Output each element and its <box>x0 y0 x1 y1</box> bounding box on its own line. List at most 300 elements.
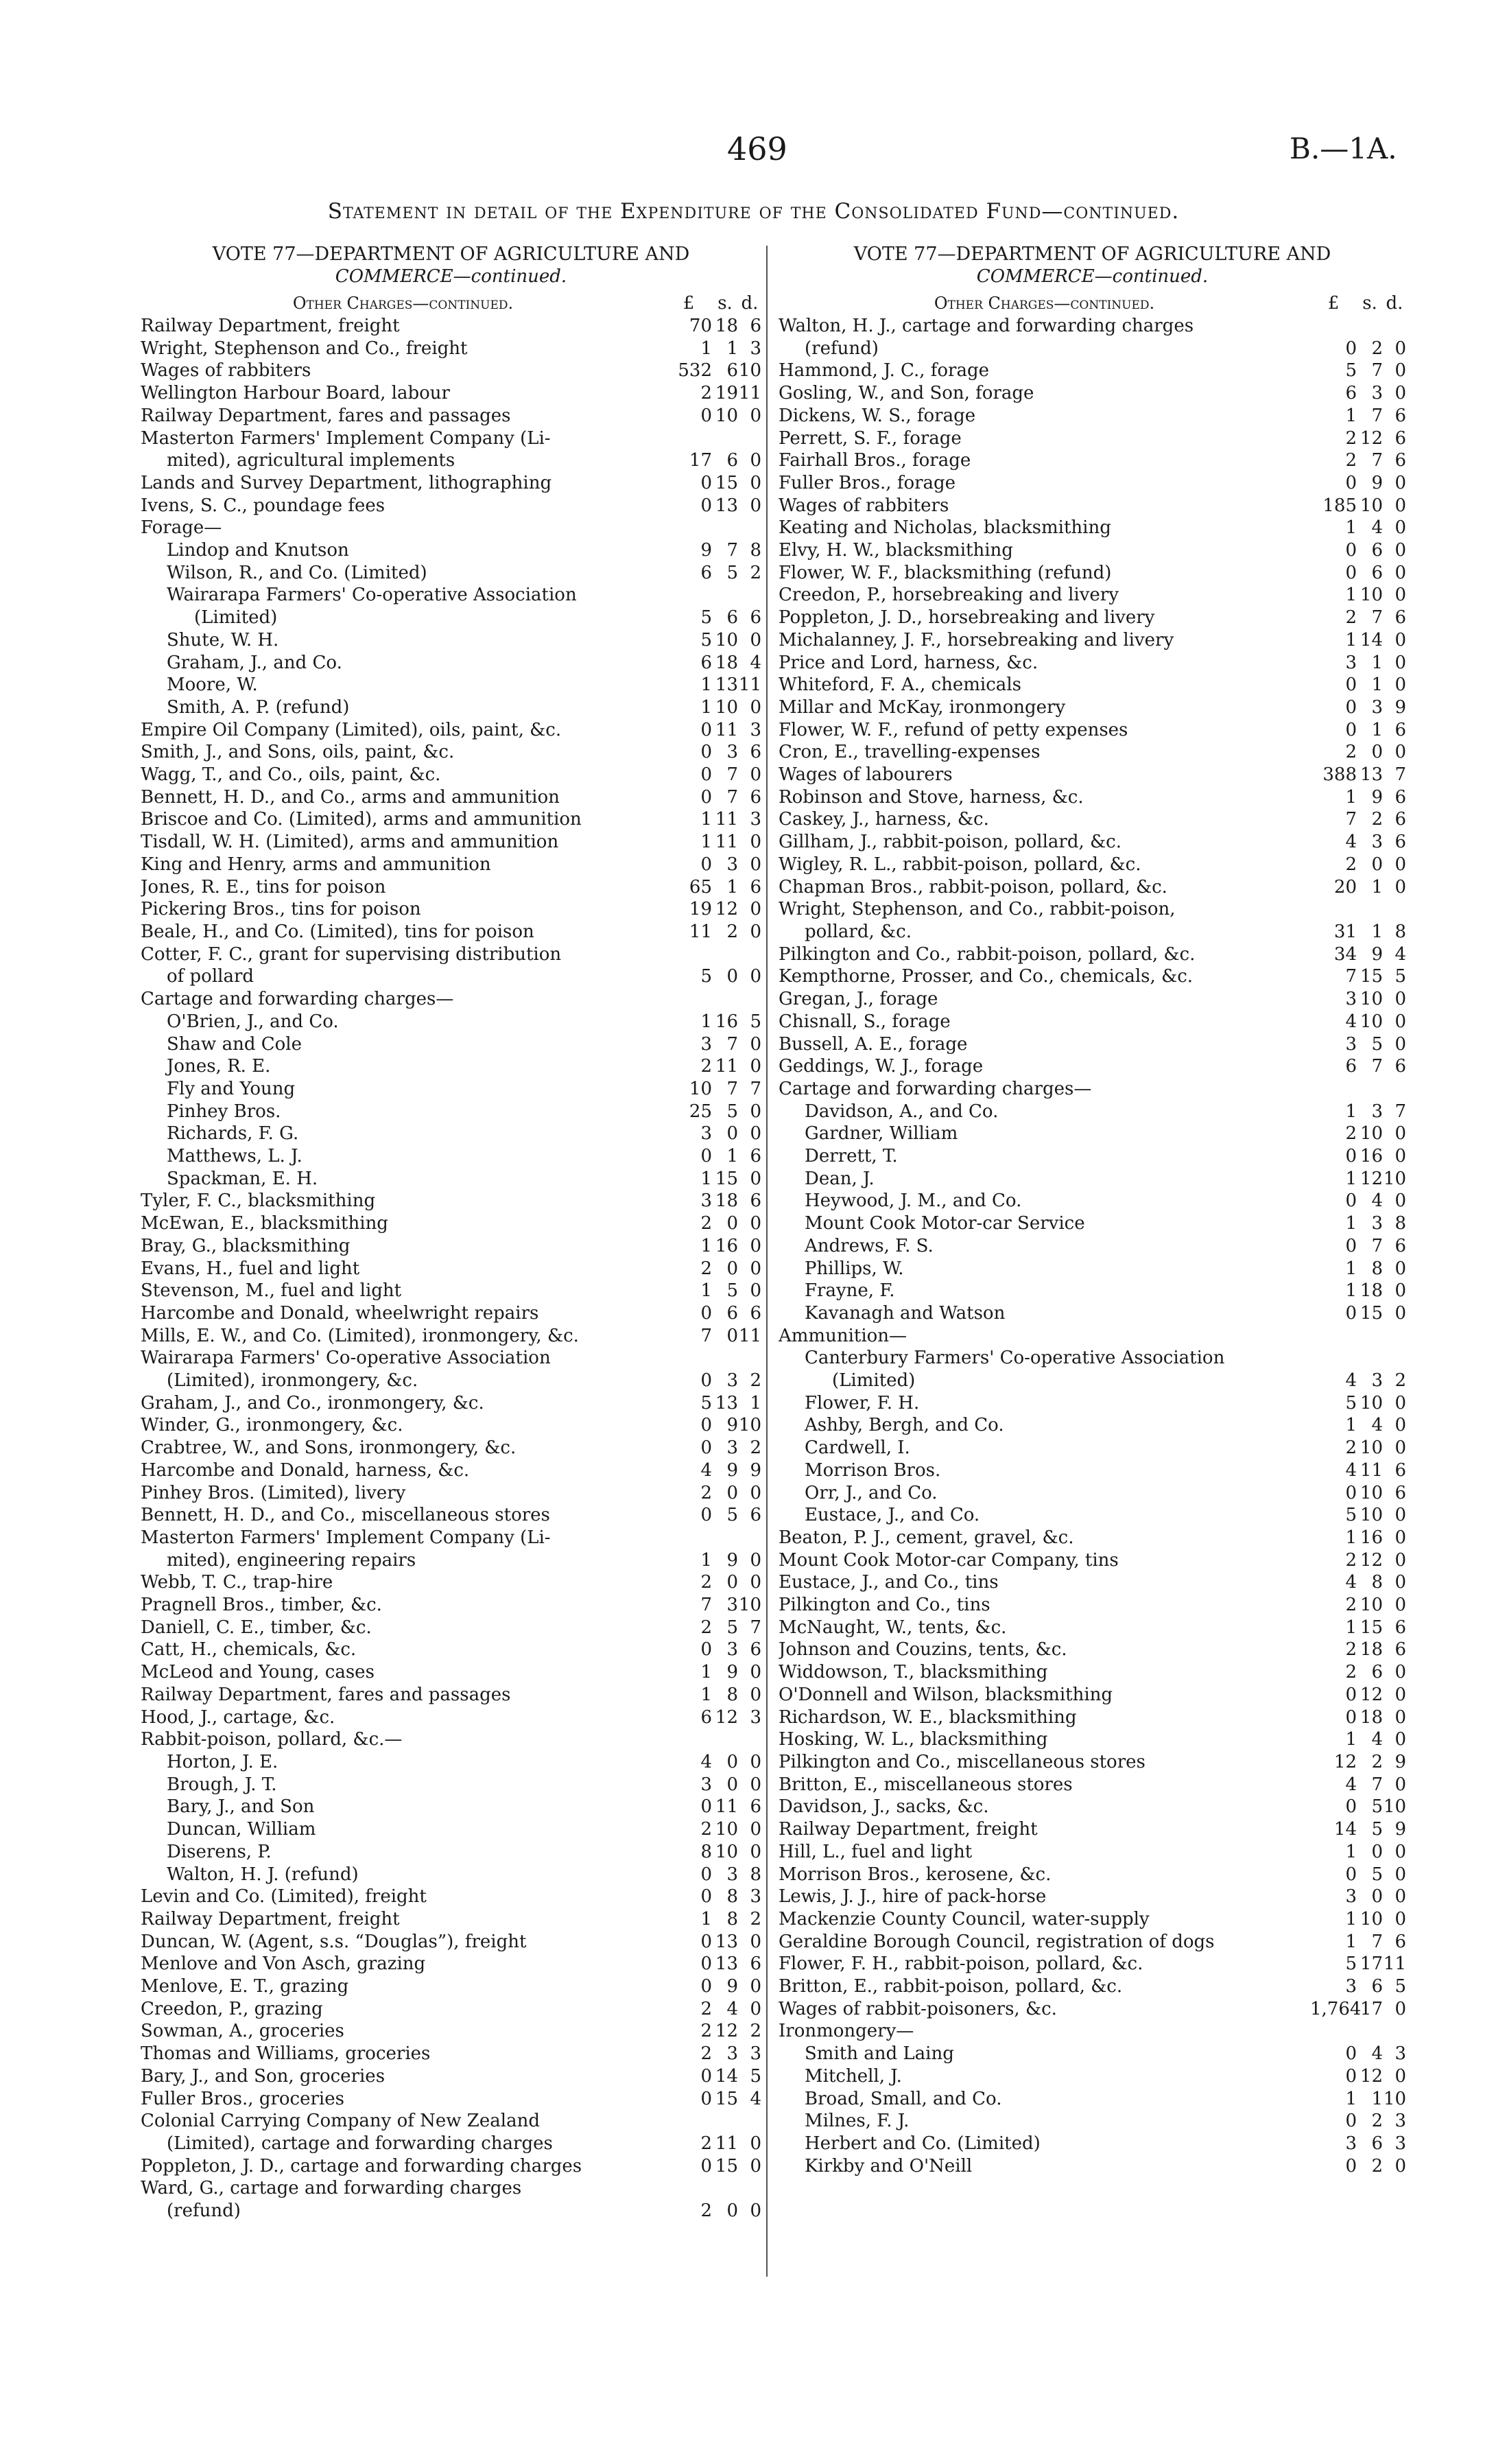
entry-pounds: 3 <box>700 1033 712 1055</box>
entry-pence: 6 <box>1395 719 1406 740</box>
entry-pence: 0 <box>1395 1505 1406 1526</box>
entry-row <box>779 876 1406 899</box>
entry-pounds: 2 <box>700 1998 712 2019</box>
entry-row <box>141 1302 761 1325</box>
entry-shillings: 3 <box>726 1639 738 1661</box>
entry-pence: 0 <box>1395 1908 1406 1929</box>
entry-row <box>141 1437 761 1459</box>
entry-pounds: 2 <box>1345 1438 1357 1459</box>
entry-label: Smith and Laing <box>805 2043 954 2065</box>
entry-label: Millar and McKay, ironmongery <box>779 696 1066 718</box>
entry-row <box>141 1549 761 1572</box>
entry-row <box>141 988 761 1011</box>
entry-row <box>779 1011 1406 1033</box>
entry-label: Moore, W. <box>167 674 258 696</box>
entry-shillings: 0 <box>726 1325 738 1346</box>
entry-shillings: 12 <box>1360 1168 1383 1189</box>
entry-shillings: 5 <box>1371 1796 1383 1818</box>
entry-label: Briscoe and Co. (Limited), arms and ammunition <box>141 809 582 830</box>
entry-label: Evans, H., fuel and light <box>141 1258 360 1279</box>
entry-row <box>141 1527 761 1549</box>
entry-row <box>779 1998 1406 2021</box>
entry-row <box>141 1706 761 1729</box>
entry-pounds: 0 <box>1345 1796 1357 1818</box>
entry-pence: 0 <box>1395 338 1406 359</box>
entry-label: Fly and Young <box>167 1078 296 1099</box>
entry-label: Wages of rabbiters <box>779 495 949 516</box>
entry-pounds: 4 <box>700 1752 712 1772</box>
entry-pence: 10 <box>1383 1796 1406 1818</box>
entry-pence: 6 <box>750 1639 761 1661</box>
entry-pounds: 65 <box>689 876 712 897</box>
entry-label: Mount Cook Motor-car Company, tins <box>779 1549 1119 1571</box>
entry-pounds: 0 <box>700 1415 712 1436</box>
entry-row <box>779 1527 1406 1549</box>
entry-shillings: 10 <box>715 629 738 650</box>
entry-pence: 0 <box>750 2155 761 2176</box>
entry-pence: 0 <box>1395 1886 1406 1908</box>
entry-pence: 0 <box>1395 585 1406 606</box>
entry-label: Chapman Bros., rabbit-poison, pollard, &c. <box>779 876 1167 897</box>
entry-list <box>779 315 1406 2177</box>
entry-pounds: 3 <box>1345 2133 1357 2154</box>
entry-pence: 0 <box>750 1819 761 1840</box>
entry-pence: 6 <box>1395 786 1406 808</box>
entry-shillings: 2 <box>1371 809 1383 830</box>
entry-row <box>141 876 761 899</box>
entry-pence: 11 <box>1383 1953 1406 1975</box>
entry-shillings: 9 <box>1371 472 1383 493</box>
entry-shillings: 7 <box>726 540 738 561</box>
entry-pounds: 2 <box>700 2021 712 2042</box>
entry-label: Colonial Carrying Company of New Zealand <box>141 2111 540 2132</box>
entry-pence: 0 <box>750 1168 761 1189</box>
entry-pounds: 6 <box>1345 1056 1357 1077</box>
column-header <box>779 288 1406 315</box>
entry-label: Lewis, J. J., hire of pack-horse <box>779 1886 1047 1908</box>
entry-pounds: 1 <box>700 1662 712 1683</box>
entry-row <box>141 1325 761 1348</box>
entry-label: mited), engineering repairs <box>167 1549 416 1571</box>
entry-row <box>141 315 761 338</box>
entry-row <box>779 808 1406 831</box>
entry-shillings: 11 <box>715 832 738 853</box>
entry-shillings: 17 <box>1360 1998 1383 2019</box>
entry-pounds: 14 <box>1333 1819 1357 1840</box>
entry-label: Creedon, P., horsebreaking and livery <box>779 585 1119 606</box>
entry-row <box>141 1975 761 1998</box>
entry-pounds: 7 <box>700 1325 712 1346</box>
entry-pence: 6 <box>1395 1235 1406 1256</box>
entry-pence: 0 <box>750 405 761 426</box>
entry-pounds: 5 <box>1345 360 1357 382</box>
entry-row <box>779 584 1406 607</box>
entry-shillings: 4 <box>1371 2043 1383 2065</box>
entry-pounds: 2 <box>700 1482 712 1503</box>
entry-pence: 5 <box>1395 966 1406 987</box>
entry-row <box>779 405 1406 427</box>
entry-shillings: 7 <box>726 764 738 786</box>
entry-row <box>141 1931 761 1953</box>
entry-shillings: 10 <box>1360 1011 1383 1032</box>
entry-row <box>141 1101 761 1123</box>
entry-label: Kavanagh and Watson <box>805 1302 1006 1324</box>
entry-pounds: 9 <box>700 540 712 561</box>
entry-label: Mount Cook Motor-car Service <box>805 1213 1085 1234</box>
entry-label: Creedon, P., grazing <box>141 1998 323 2019</box>
entry-shillings: 7 <box>1371 1235 1383 1256</box>
vote-heading <box>141 244 761 288</box>
entry-pence: 0 <box>1395 1729 1406 1750</box>
entry-pounds: 2 <box>1345 1595 1357 1616</box>
entry-label: Pinhey Bros. (Limited), livery <box>141 1482 406 1503</box>
entry-row <box>779 1078 1406 1101</box>
entry-pence: 0 <box>1395 854 1406 875</box>
entry-pounds: 1 <box>1345 1908 1357 1929</box>
entry-shillings: 14 <box>715 2065 738 2087</box>
entry-row <box>779 1302 1406 1325</box>
entry-pence: 0 <box>1395 360 1406 382</box>
entry-pence: 0 <box>1395 629 1406 650</box>
entry-shillings: 16 <box>1360 1146 1383 1167</box>
entry-label: Phillips, W. <box>805 1258 904 1279</box>
entry-shillings: 19 <box>715 383 738 404</box>
entry-row <box>779 1325 1406 1348</box>
entry-row <box>779 943 1406 966</box>
entry-pence: 0 <box>1395 1438 1406 1459</box>
entry-pence: 0 <box>1395 989 1406 1010</box>
entry-shillings: 1 <box>1371 2088 1383 2109</box>
entry-row <box>779 1504 1406 1527</box>
entry-row <box>779 629 1406 652</box>
entry-row <box>779 674 1406 696</box>
entry-shillings: 7 <box>726 1078 738 1099</box>
entry-pounds: 2 <box>700 2133 712 2154</box>
entry-row <box>779 1706 1406 1729</box>
entry-row <box>141 1504 761 1527</box>
entry-row <box>779 495 1406 517</box>
entry-pence: 0 <box>750 1258 761 1279</box>
entry-pounds: 0 <box>700 1505 712 1526</box>
entry-label: Thomas and Williams, groceries <box>141 2043 431 2065</box>
entry-shillings: 0 <box>726 1572 738 1593</box>
entry-row <box>779 1684 1406 1706</box>
entry-shillings: 3 <box>1371 1213 1383 1234</box>
entry-pounds: 5 <box>1345 1505 1357 1526</box>
entry-shillings: 0 <box>1371 1886 1383 1908</box>
entry-pence: 7 <box>1395 1101 1406 1122</box>
entry-pounds: 0 <box>1345 1190 1357 1212</box>
entry-shillings: 4 <box>1371 1729 1383 1750</box>
entry-row <box>779 965 1406 988</box>
entry-label: Pickering Bros., tins for poison <box>141 899 421 920</box>
entry-shillings: 17 <box>1360 1953 1383 1975</box>
entry-pounds: 0 <box>700 786 712 808</box>
entry-pounds: 0 <box>700 1953 712 1975</box>
entry-pence: 2 <box>750 1370 761 1392</box>
entry-pence: 0 <box>1395 2065 1406 2087</box>
entry-pounds: 1 <box>700 1684 712 1705</box>
entry-pence: 0 <box>1395 1280 1406 1302</box>
entry-shillings: 13 <box>715 1931 738 1952</box>
entry-shillings: 10 <box>1360 585 1383 606</box>
pounds-header: £ <box>683 293 695 314</box>
entry-label: Wigley, R. L., rabbit-poison, pollard, &c. <box>779 854 1141 875</box>
pence-header: d. <box>1386 293 1403 314</box>
entry-pounds: 5 <box>1345 1392 1357 1413</box>
entry-pounds: 1 <box>1345 1213 1357 1234</box>
entry-pence: 0 <box>1395 2155 1406 2176</box>
entry-shillings: 3 <box>1371 383 1383 404</box>
entry-row <box>141 338 761 360</box>
entry-pounds: 0 <box>700 1796 712 1818</box>
entry-label: Morrison Bros., kerosene, &c. <box>779 1864 1052 1885</box>
entry-shillings: 1 <box>1371 921 1383 942</box>
vote-subtitle: COMMERCE—continued. <box>976 266 1209 287</box>
entry-label: (Limited), cartage and forwarding charges <box>167 2133 553 2154</box>
entry-pounds: 4 <box>1345 1011 1357 1032</box>
entry-row <box>141 652 761 674</box>
entry-pence: 7 <box>750 1617 761 1638</box>
entry-shillings: 0 <box>726 966 738 987</box>
entry-pence: 0 <box>750 1976 761 1997</box>
entry-pounds: 6 <box>700 652 712 673</box>
entry-pounds: 3 <box>1345 1886 1357 1908</box>
entry-label: Flower, W. F., refund of petty expenses <box>779 719 1128 740</box>
entry-row <box>141 831 761 854</box>
entry-shillings: 0 <box>726 1774 738 1795</box>
entry-label: Dickens, W. S., forage <box>779 405 976 426</box>
entry-row <box>779 1033 1406 1056</box>
entry-shillings: 3 <box>1371 696 1383 718</box>
entry-pence: 6 <box>750 742 761 763</box>
entry-row <box>779 1751 1406 1774</box>
entry-label: Richards, F. G. <box>167 1123 299 1145</box>
entry-row <box>779 315 1406 338</box>
entry-pounds: 0 <box>1345 472 1357 493</box>
entry-label: Masterton Farmers' Implement Company (Li- <box>141 427 551 449</box>
entry-pounds: 2 <box>1345 450 1357 471</box>
entry-row <box>779 1661 1406 1684</box>
entry-label: Bray, G., blacksmithing <box>141 1235 351 1256</box>
entry-pence: 0 <box>1395 1706 1406 1728</box>
entry-label: (refund) <box>167 2201 241 2222</box>
entry-pence: 4 <box>750 652 761 673</box>
entry-shillings: 7 <box>1371 360 1383 382</box>
entry-label: Bennett, H. D., and Co., miscellaneous stores <box>141 1505 550 1526</box>
entry-label: Lands and Survey Department, lithographing <box>141 472 552 493</box>
entry-pence: 6 <box>750 1302 761 1324</box>
entry-pounds: 12 <box>1333 1752 1357 1772</box>
entry-pence: 6 <box>1395 832 1406 853</box>
entry-pence: 0 <box>750 899 761 920</box>
entry-shillings: 6 <box>726 1302 738 1324</box>
entry-shillings: 15 <box>715 472 738 493</box>
entry-pence: 8 <box>750 1864 761 1885</box>
entry-shillings: 12 <box>1360 2065 1383 2087</box>
entry-shillings: 13 <box>715 1392 738 1413</box>
entry-row <box>779 1571 1406 1594</box>
entry-pence: 0 <box>750 1998 761 2019</box>
entry-row <box>779 1818 1406 1841</box>
entry-row <box>779 854 1406 876</box>
entry-pence: 0 <box>750 495 761 516</box>
entry-row <box>141 1571 761 1594</box>
entry-label: Rabbit-poison, pollard, &c.— <box>141 1729 403 1750</box>
entry-pence: 0 <box>1395 1392 1406 1413</box>
entry-pounds: 3 <box>1345 652 1357 673</box>
entry-row <box>141 1145 761 1168</box>
entry-label: Pinhey Bros. <box>167 1101 281 1122</box>
entry-pounds: 1,764 <box>1310 1998 1362 2019</box>
entry-shillings: 9 <box>726 1662 738 1683</box>
entry-pence: 0 <box>1395 472 1406 493</box>
entry-label: Canterbury Farmers' Co-operative Association <box>805 1348 1225 1369</box>
entry-pounds: 185 <box>1322 495 1357 516</box>
entry-pounds: 0 <box>700 1302 712 1324</box>
entry-label: Gillham, J., rabbit-poison, pollard, &c. <box>779 832 1122 853</box>
entry-pounds: 0 <box>1345 696 1357 718</box>
entry-pence: 6 <box>750 1796 761 1818</box>
entry-label: Beaton, P. J., cement, gravel, &c. <box>779 1527 1074 1548</box>
entry-pence: 0 <box>1395 1595 1406 1616</box>
entry-label: Wagg, T., and Co., oils, paint, &c. <box>141 764 441 786</box>
entry-pence: 10 <box>738 1595 761 1616</box>
entry-pounds: 5 <box>700 607 712 629</box>
entry-pence: 0 <box>1395 517 1406 539</box>
entry-row <box>779 1370 1406 1392</box>
entry-pounds: 0 <box>1345 1302 1357 1324</box>
entry-pence: 0 <box>750 921 761 942</box>
entry-pence: 6 <box>1395 809 1406 830</box>
entry-pence: 6 <box>750 786 761 808</box>
entry-row <box>779 382 1406 405</box>
entry-shillings: 18 <box>1360 1706 1383 1728</box>
entry-pence: 0 <box>1395 1146 1406 1167</box>
entry-row <box>141 2155 761 2178</box>
entry-pence: 9 <box>1395 1752 1406 1772</box>
entry-shillings: 10 <box>1360 989 1383 1010</box>
entry-label: Menlove, E. T., grazing <box>141 1976 349 1997</box>
entry-shillings: 10 <box>715 1819 738 1840</box>
shillings-header: s. <box>1362 293 1377 314</box>
entry-row <box>779 1482 1406 1505</box>
entry-pounds: 5 <box>700 1392 712 1413</box>
left-column <box>141 244 761 2222</box>
entry-shillings: 7 <box>1371 1774 1383 1795</box>
entry-pounds: 2 <box>1345 1662 1357 1683</box>
entry-shillings: 5 <box>726 1617 738 1638</box>
column-divider <box>766 246 768 2277</box>
entry-pence: 6 <box>750 1146 761 1167</box>
entry-pence: 6 <box>1395 450 1406 471</box>
entry-row <box>141 1774 761 1796</box>
entry-pounds: 0 <box>700 1931 712 1952</box>
entry-label: Johnson and Couzins, tents, &c. <box>779 1639 1067 1661</box>
entry-label: Ashby, Bergh, and Co. <box>805 1415 1004 1436</box>
entry-row <box>779 764 1406 786</box>
entry-label: Cartage and forwarding charges— <box>779 1078 1092 1099</box>
entry-row <box>141 1280 761 1302</box>
entry-pence: 6 <box>750 607 761 629</box>
entry-row <box>779 2133 1406 2155</box>
entry-row <box>141 1123 761 1145</box>
entry-label: Harcombe and Donald, harness, &c. <box>141 1459 470 1481</box>
entry-row <box>141 1796 761 1818</box>
entry-pence: 6 <box>750 1953 761 1975</box>
entry-shillings: 12 <box>1360 427 1383 449</box>
entry-shillings: 12 <box>715 899 738 920</box>
right-column <box>779 244 1406 2177</box>
entry-row <box>779 2088 1406 2111</box>
entry-pounds: 1 <box>700 1168 712 1189</box>
entry-label: Wages of rabbit-poisoners, &c. <box>779 1998 1057 2019</box>
entry-label: Winder, G., ironmongery, &c. <box>141 1415 403 1436</box>
entry-row <box>779 1347 1406 1370</box>
entry-shillings: 6 <box>1371 1662 1383 1683</box>
entry-shillings: 10 <box>715 1841 738 1862</box>
entry-shillings: 11 <box>1360 1459 1383 1481</box>
entry-pounds: 532 <box>678 360 712 382</box>
entry-label: Robinson and Stove, harness, &c. <box>779 786 1084 808</box>
entry-row <box>779 1258 1406 1280</box>
vote-title: VOTE 77—DEPARTMENT OF AGRICULTURE AND <box>853 244 1331 265</box>
entry-row <box>141 1055 761 1078</box>
entry-shillings: 9 <box>726 1415 738 1436</box>
entry-pence: 0 <box>750 629 761 650</box>
entry-row <box>141 786 761 809</box>
entry-pence: 1 <box>750 1392 761 1413</box>
entry-label: Price and Lord, harness, &c. <box>779 652 1039 673</box>
entry-label: Levin and Co. (Limited), freight <box>141 1886 427 1908</box>
entry-label: Wilson, R., and Co. (Limited) <box>167 562 427 583</box>
entry-pence: 8 <box>1395 1213 1406 1234</box>
entry-label: Gardner, William <box>805 1123 958 1145</box>
entry-pence: 10 <box>1383 2088 1406 2109</box>
entry-row <box>141 1998 761 2021</box>
entry-pounds: 7 <box>700 1595 712 1616</box>
entry-label: Bary, J., and Son, groceries <box>141 2065 385 2087</box>
entry-label: Bussell, A. E., forage <box>779 1033 968 1055</box>
entry-row <box>779 1728 1406 1751</box>
entry-pence: 8 <box>1395 921 1406 942</box>
entry-pounds: 0 <box>1345 1482 1357 1503</box>
entry-shillings: 1 <box>726 338 738 359</box>
entry-pounds: 6 <box>1345 383 1357 404</box>
entry-pounds: 2 <box>700 1056 712 1077</box>
entry-shillings: 4 <box>1371 517 1383 539</box>
entry-pounds: 20 <box>1333 876 1357 897</box>
entry-label: Cron, E., travelling-expenses <box>779 742 1041 763</box>
entry-label: Smith, J., and Sons, oils, paint, &c. <box>141 742 455 763</box>
entry-label: Railway Department, freight <box>141 1908 400 1929</box>
entry-pounds: 0 <box>700 1976 712 1997</box>
entry-pence: 0 <box>1395 1841 1406 1862</box>
entry-label: Gosling, W., and Son, forage <box>779 383 1034 404</box>
entry-pence: 0 <box>1395 674 1406 696</box>
entry-list <box>141 315 761 2222</box>
entry-row <box>779 1459 1406 1482</box>
entry-pounds: 2 <box>1345 1639 1357 1661</box>
entry-label: Keating and Nicholas, blacksmithing <box>779 517 1111 539</box>
entry-pounds: 7 <box>1345 809 1357 830</box>
entry-shillings: 18 <box>715 1190 738 1212</box>
entry-label: Elvy, H. W., blacksmithing <box>779 540 1013 561</box>
entry-pounds: 1 <box>1345 1729 1357 1750</box>
entry-row <box>141 764 761 786</box>
entry-pence: 2 <box>750 2021 761 2042</box>
entry-row <box>141 1841 761 1864</box>
